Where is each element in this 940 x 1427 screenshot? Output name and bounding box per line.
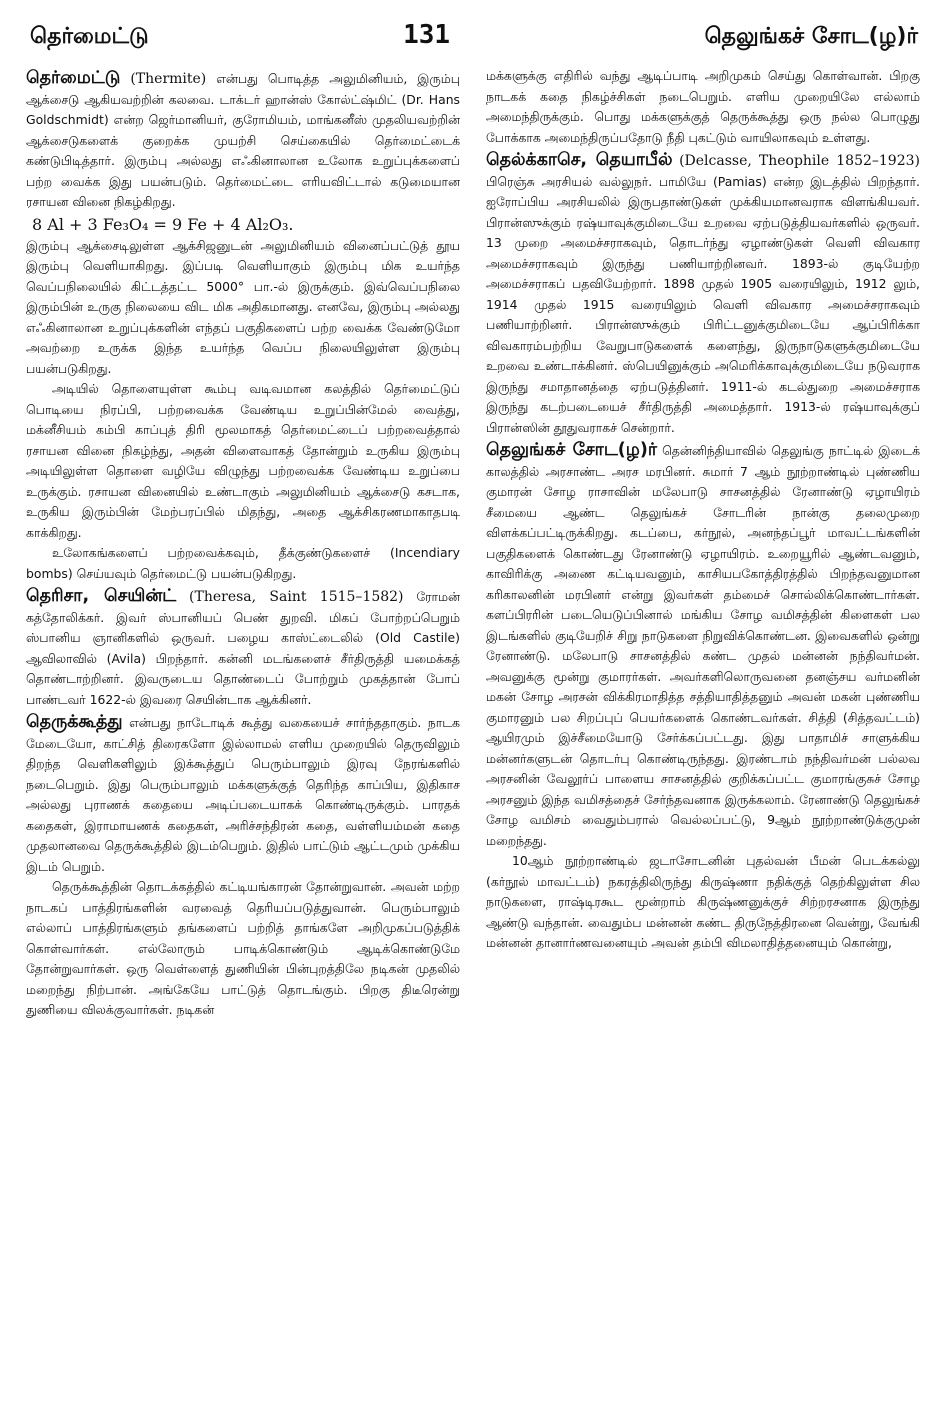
entry-theresa (26, 586, 460, 710)
entry-title-delcasse: தெல்க்காசெ, தெயாபீல் (486, 150, 673, 170)
page-header (30, 20, 918, 60)
right-column (486, 66, 920, 1416)
entry-telugu-chola (486, 440, 920, 851)
thermite-paragraph-2: இரும்பு ஆக்சைடிலுள்ள ஆக்சிஜனுடன் அலுமினியம் வினைப்பட்டுத் தூய இரும்பு வெளியாகிறது. இப்படி வெளியாகும் இரும்பு மிக உயர்ந்த வெப்பநிலையில் கிட்டத்தட்ட 5000° பா.-ல் இருக்கும். இவ்வெப்பநிலை இரும்பின் உருகு நிலையை விட மிக அதிகமானது. எனவே, இரும்பு அல்லது எஃகினாலான உறுப்புக்களின் எந்தப் பகுதிகளைப் பற்ற வைக்க வேண்டுமோ அவற்றை உருக்க இந்த உயர்ந்த வெப்ப நிலையிலுள்ள இரும்பு பயன்படுகிறது. (26, 237, 460, 376)
therukkoothu-paragraph-1: என்பது நாடோடிக் கூத்து வகையைச் சார்ந்ததாகும். நாடக மேடையோ, காட்சித் திரைகளோ இல்லாமல் எளிய முறையில் தெருவிலும் திறந்த வெளிகளிலும் இக்கூத்துப் பெரும்பாலும் இரவு நேரங்களில் நடைபெறும். இது பெரும்பாலும் மக்களுக்குத் தெரிந்த காப்பிய, இதிகாச அல்லது புராணக் கதையை அடிப்படையாகக் கொண்டிருக்கும். பாரதக் கதைகள், இராமாயணக் கதைகள், அரிச்சந்திரன் கதை, வள்ளியம்மன் கதை முதலானவை தெருக்கூத்தில் இடம்பெறும். இதில் பாட்டும் ஆட்டமும் முக்கிய இடம் பெறும். (26, 715, 460, 874)
entry-latin-thermite: (Thermite) (130, 71, 207, 87)
running-head-left: தெர்மைட்டு (30, 24, 149, 49)
delcasse-body: பிரெஞ்சு அரசியல் வல்லுநர். பாமியே (Pamias) என்ற இடத்தில் பிறந்தார். ஐரோப்பிய அரசியலில் இருபதாண்டுகள் முக்கியமானவராக விளங்கியவர். பிரான்ஸுக்கும் ரஷ்யாவுக்குமிடையே உறவை ஏற்படுத்தியவர்களில் ஒருவர். 13 முறை அமைச்சராகவும், தொடர்ந்து ஏழாண்டுகள் வெளி விவகார அமைச்சராகவும் இருந்து பணியாற்றினவர். 1893-ல் குடியேற்ற அமைச்சராகப் பதவியேற்றார். 1898 முதல் 1905 வரையிலும், 1912 லும், 1914 முதல் 1915 வரையிலும் வெளி விவகார அமைச்சராகவும் பணியாற்றினர். பிரான்ஸுக்கும் பிரிட்டனுக்குமிடையே ஆப்பிரிக்கா விவகாரம்பற்றிய வேறுபாடுகளைக் களைந்து, இருநாடுகளுக்குமிடையே உறவை உண்டாக்கினர். ஸ்பெயினுக்கும் அமெரிக்காவுக்குமிடையே நடுவராக இருந்து சமாதானத்தை ஏற்படுத்தினர். 1911-ல் கடல்துறை அமைச்சராக இருந்து கடற்படையைச் சீர்திருத்தி அமைத்தார். 1913-ல் ரஷ்யாவுக்குப் பிரான்ஸின் தூதுவராகச் சென்றார். (486, 173, 920, 435)
telugu-chola-paragraph-2: 10ஆம் நூற்றாண்டில் ஜடாசோடனின் புதல்வன் பீமன் பெடக்கல்லு (கர்நூல் மாவட்டம்) நகரத்திலிருந்து கிருஷ்ணா நதிக்குத் தெற்கிலுள்ள சில நாடுகளை, ராஷ்டிரகூட மூன்றாம் கிருஷ்ணனுக்குச் சிற்றரசனாக இருந்து ஆண்டு வந்தான். வைதும்ப மன்னன் கண்ட திருநேத்திரனை வென்று, வேங்கி மன்னன் தானார்ணவனையும் அவன் தம்பி விமலாதித்தனையும் கொன்று, (486, 853, 920, 950)
entry-delcasse (486, 150, 920, 438)
entry-title-therukkoothu: தெருக்கூத்து (26, 712, 123, 732)
thermite-paragraph-3: அடியில் தொளையுள்ள கூம்பு வடிவமான கலத்தில் தெர்மைட்டுப் பொடியை நிரப்பி, பற்றவைக்க வேண்டிய உறுப்பின்மேல் வைத்து, மக்னீசியம் கம்பி காப்புத் திரி மூலமாகத் தெர்மைட்டைப் பற்றவைத்தால் ரசாயன வினை நிகழ்ந்து, அதன் விளைவாகத் தோன்றும் உருகிய இரும்பு அடியிலுள்ள தொளை வழியே விழுந்து பற்றவைக்க வேண்டிய உறுப்பை உருக்கும். ரசாயன வினையில் உண்டாகும் அலுமினியம் ஆக்சைடு கசடாக, உருகிய இரும்பின் மேற்பரப்பில் மிதந்து, அதை ஆக்சிகரணமாகாதபடி காக்கிறது. (26, 381, 460, 540)
entry-latin-delcasse: (Delcasse, Theophile 1852–1923) (679, 153, 920, 169)
entry-title-thermite: தெர்மைட்டு (26, 68, 121, 88)
page-number: 131 (403, 20, 451, 50)
therukkoothu-paragraph-2: தெருக்கூத்தின் தொடக்கத்தில் கட்டியங்காரன் தோன்றுவான். அவன் மற்ற நாடகப் பாத்திரங்களின் வரவைத் தெரியப்படுத்துவான். பெரும்பாலும் எல்லாப் பாத்திரங்களும் தங்களைப் பற்றித் தாங்களே அறிமுகப்படுத்திக் கொள்வார்கள். எல்லோரும் பாடிக்கொண்டும் ஆடிக்கொண்டுமே தோன்றுவார்கள். ஒரு வெள்ளைத் துணியின் பின்புறத்திலே நடிகன் முதலில் மறைந்து நிற்பான். அங்கேயே பாட்டுத் தொடங்கும். பிறகு திடீரென்று துணியை விலக்குவார்கள். நடிகன் (26, 879, 460, 1017)
running-head-right: தெலுங்கச் சோட(ழ)ர் (704, 24, 918, 49)
therukkoothu-paragraph-3: மக்களுக்கு எதிரில் வந்து ஆடிப்பாடி அறிமுகம் செய்து கொள்வான். பிறகு நாடகக் கதை நிகழ்ச்சிகள் நடைபெறும். எளிய முறையிலே எல்லாம் அமைந்திருக்கும். பொது மக்களுக்குத் தெருக்கூத்து ஒரு நல்ல பொழுது போக்காக அமைந்திருப்பதோடு நீதி புகட்டும் வாயிலாகவும் உள்ளது. (486, 68, 920, 145)
thermite-paragraph-4: உலோகங்களைப் பற்றவைக்கவும், தீக்குண்டுகளைச் (Incendiary bombs) செய்யவும் தெர்மைட்டு பயன்படுகிறது. (26, 545, 460, 581)
entry-title-theresa: தெரிசா, செயின்ட் (26, 586, 177, 606)
thermite-paragraph-1: என்பது பொடித்த அலுமினியம், இரும்பு ஆக்சைடு ஆகியவற்றின் கலவை. டாக்டர் ஹான்ஸ் கோல்ட்ஷ்மிட் (Dr. Hans Goldschmidt) என்ற ஜெர்மானியர், குரோமியம், மாங்கனீஸ் முதலியவற்றின் ஆக்சைடுகளைக் குறைக்க முயற்சி செய்கையில் தெர்மைட்டைக் கண்டுபிடித்தார். இரும்பு அல்லது எஃகினாலான உலோக உறுப்புக்களைப் பற்ற வைக்க இது பயன்படும். தெர்மைட்டை எரியவிட்டால் கடுமையான ரசாயன வினை நிகழ்கிறது. (26, 71, 460, 209)
entry-latin-theresa: (Theresa, Saint 1515–1582) (189, 589, 404, 605)
left-column (26, 66, 460, 1416)
thermite-formula: 8 Al + 3 Fe₃O₄ = 9 Fe + 4 Al₂O₃. (32, 214, 294, 234)
theresa-body: ரோமன் கத்தோலிக்கர். இவர் ஸ்பானியப் பெண் துறவி. மிகப் போற்றப்பெறும் ஸ்பானிய ஞானிகளில் ஒருவர். பழைய காஸ்ட்டைலில் (Old Castile) ஆவிலாவில் (Avila) பிறந்தார். கன்னி மடங்களைச் சீர்திருத்தி யமைக்கத் தொண்டாற்றினர். இவருடைய தொண்டைப் போற்றும் முகத்தான் போப் பாண்டவர் 1622-ல் இவரை செயின்டாக ஆக்கினர். (26, 589, 460, 707)
entry-thermite (26, 68, 460, 213)
telugu-chola-paragraph-1: தென்னிந்தியாவில் தெலுங்கு நாட்டில் இடைக் காலத்தில் அரசாண்ட அரச மரபினர். சுமார் 7 ஆம் நூற்றாண்டில் புண்ணிய குமாரன் சோழ ராசாவின் மலேபாடு சாசனத்தில் ரேனாண்டு ஏழாயிரம் சீமையை ஆண்ட தெலுங்கச் சோடரின் நான்கு தலைமுறை விளக்கப்பட்டிருக்கிறது. கடப்பை, கர்நூல், அனந்தப்பூர் மாவட்டங்களின் பகுதிகளைக் கொண்டது ரேனாண்டு ஏழாயிரம். உறையூரில் ஆண்டவனும், காவிரிக்கு அணை கட்டியவனும், காசியபகோத்திரத்தில் பிறந்தவனுமான கரிகாலனின் மரபினர் என்று இவர்கள் தம்மைச் சொல்லிக்கொண்டார்கள். களப்பிரரின் படையெடுப்பினால் மங்கிய சோழ வமிசத்தின் கிளைகள் பல இடங்களில் குடியேறிச் சிறு நாடுகளை நிறுவிக்கொண்டன. இவைகளில் ஒன்று ரேனாண்டு. மலேபாடு சாசனத்தில் கண்ட முதல் மன்னன் நந்திவர்மன். அவனுக்கு மூன்று குமாரர்கள். அவர்களிலொருவனை தனஞ்சய வர்மனின் மகன் சோழ அரசன் விக்கிரமாதித்த சத்தியாதித்தனும் அவன் மகன் புண்ணிய குமாரனும் பல சிறப்புப் பெயர்களைக் கொண்டவர்கள். சித்தி (சித்தவட்டம்) ஆயிரமும் இச்சீமையோடு சேர்க்கப்பட்டது. இது பாதாமிச் சாளுக்கிய மன்னர்களுடன் தொடர்பு கொண்டிருந்தது. இரண்டாம் நந்திவர்மன் பல்லவ அரசனின் வேலூர்ப் பாளைய சாசனத்தில் குறிக்கப்பட்ட குமாரங்குசுச் சோழ அரசனும் இந்த வமிசத்தைச் சேர்ந்தவனாக இருக்கலாம். ரேனாண்டு தெலுங்கச் சோழ வமிசம் வைதும்பரால் வெல்லப்பட்டு, 9ஆம் நூற்றாண்டுக்குமுன் மறைந்தது. (486, 443, 920, 848)
entry-therukkoothu (26, 712, 460, 877)
entry-title-telugu-chola: தெலுங்கச் சோட(ழ)ர் (486, 440, 657, 460)
